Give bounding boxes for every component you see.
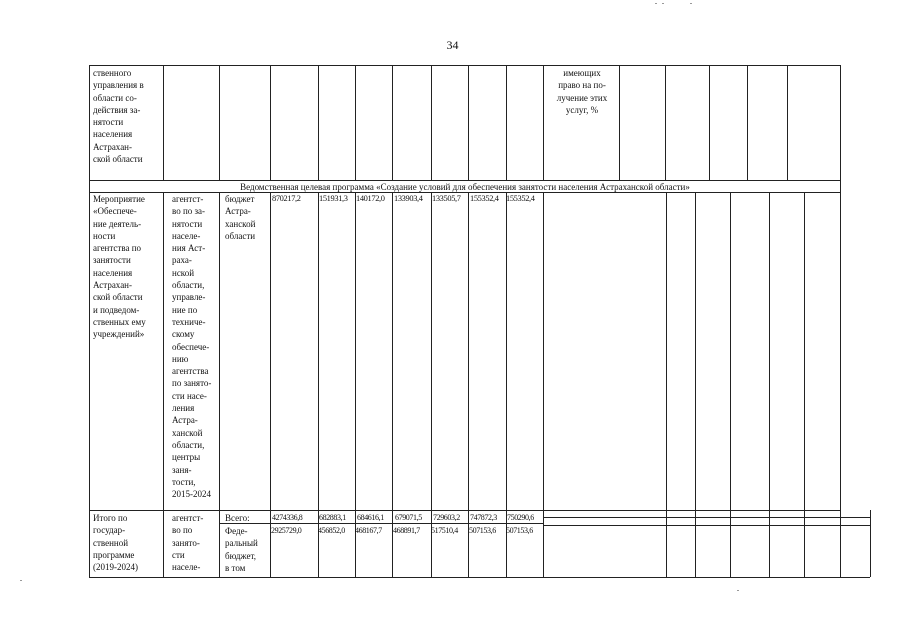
table-rule: [804, 510, 805, 577]
cell-measure-source: бюджет Астра- ханской области: [225, 194, 256, 241]
table-rule: [270, 510, 271, 577]
total-all-value-2022: 729603,2: [433, 513, 460, 522]
table-rule: [163, 510, 164, 577]
table-rule: [666, 510, 667, 577]
table-rule: [506, 65, 507, 180]
table-rule: [769, 192, 770, 510]
table-rule: [840, 510, 841, 577]
table-rule: [355, 65, 356, 180]
measure-value-2023: 155352,4: [470, 194, 499, 203]
table-rule: [543, 192, 544, 510]
total-federal-value-2019: 456852,0: [318, 526, 345, 535]
total-federal-value-2023: 507153,6: [469, 526, 496, 535]
table-rule: [318, 65, 319, 180]
table-rule: [392, 510, 393, 577]
table-rule: [89, 192, 90, 510]
table-rule: [665, 65, 666, 180]
scan-speck: [662, 3, 664, 4]
measure-value-2021: 133903,4: [394, 194, 423, 203]
measure-value-2019: 151931,3: [319, 194, 348, 203]
table-rule: [666, 192, 667, 510]
table-rule: [89, 65, 840, 66]
table-rule: [219, 65, 220, 180]
cell-total-executor: агентст- во по занято- сти населе-: [172, 513, 204, 573]
total-all-value-total: 4274336,8: [272, 513, 303, 522]
cell-total-federal-label: Феде- ральный бюджет, в том: [225, 526, 258, 573]
table-rule: [318, 192, 319, 510]
measure-value-total: 870217,2: [272, 194, 301, 203]
table-rule: [870, 510, 871, 577]
table-rule: [163, 65, 164, 180]
table-rule: [506, 192, 507, 510]
table-rule: [730, 192, 731, 510]
measure-value-2024: 155352,4: [506, 194, 535, 203]
table-rule: [840, 180, 841, 192]
table-rule: [219, 510, 220, 577]
cell-measure-executor: агентст- во по за- нятости населе- ния Аст- раха- нской области, управле- ние по техниче- скому обеспече- нию агентства по занято- сти насе- ления Астра- ханской области, центры заня- тости, 2015-2024: [172, 194, 212, 500]
table-rule: [89, 180, 840, 181]
total-federal-value-2024: 507153,6: [506, 526, 533, 535]
table-rule: [89, 577, 870, 578]
total-all-value-2020: 684616,1: [357, 513, 384, 522]
table-rule: [695, 510, 696, 577]
table-rule: [163, 192, 164, 510]
cell-total-all-label: Всего:: [225, 513, 250, 523]
program-title: Ведомственная целевая программа «Создание условий для обеспечения занятости населения Астраханской области»: [240, 182, 690, 192]
table-rule: [219, 523, 543, 524]
scan-speck: [20, 580, 22, 581]
table-rule: [787, 65, 788, 180]
table-rule: [747, 65, 748, 180]
measure-value-2020: 140172,0: [356, 194, 385, 203]
table-rule: [219, 192, 220, 510]
table-rule: [709, 65, 710, 180]
table-rule: [840, 192, 841, 510]
scan-speck: [690, 3, 692, 4]
total-federal-value-2021: 468891,7: [393, 526, 420, 535]
table-rule: [804, 192, 805, 510]
total-all-value-2024: 750290,6: [507, 513, 534, 522]
table-rule: [468, 510, 469, 577]
table-rule: [468, 65, 469, 180]
total-federal-value-2022: 517510,4: [431, 526, 458, 535]
table-rule: [431, 65, 432, 180]
table-rule: [89, 510, 840, 511]
table-rule: [270, 192, 271, 510]
table-rule: [89, 65, 90, 180]
table-rule: [619, 65, 620, 180]
total-all-value-2021: 679071,5: [395, 513, 422, 522]
table-rule: [355, 192, 356, 510]
page-number: 34: [446, 38, 459, 52]
total-all-value-2023: 747872,3: [470, 513, 497, 522]
cell-management-continuation: ственного управления в области со- действия за- нятости населения Астрахан- ской области: [93, 68, 144, 165]
scan-speck: [655, 3, 657, 4]
table-rule: [730, 510, 731, 577]
total-federal-value-2020: 468167,7: [355, 526, 382, 535]
scan-speck: [737, 590, 739, 591]
table-rule: [392, 192, 393, 510]
table-rule: [270, 65, 271, 180]
table-rule: [431, 510, 432, 577]
table-rule: [392, 65, 393, 180]
table-rule: [468, 192, 469, 510]
cell-measure-name: Мероприятие «Обеспече- ние деятель- ности агентства по занятости населения Астрахан- ской области и подведом- ственных ему учреждений»: [93, 194, 146, 340]
table-rule: [695, 192, 696, 510]
total-all-value-2019: 682883,1: [319, 513, 346, 522]
total-federal-value-total: 2925729,0: [271, 526, 302, 535]
table-rule: [431, 192, 432, 510]
cell-total-name: Итого по государ- ственной программе (2019-2024): [93, 513, 138, 573]
table-rule: [840, 65, 841, 180]
table-rule: [89, 510, 90, 577]
table-rule: [769, 510, 770, 577]
table-rule: [543, 525, 870, 526]
table-rule: [543, 517, 870, 518]
table-rule: [355, 510, 356, 577]
measure-value-2022: 133505,7: [432, 194, 461, 203]
table-rule: [543, 65, 544, 180]
cell-indicator-continuation: имеющих право на по- лучение этих услуг, %: [556, 68, 608, 115]
table-rule: [543, 510, 544, 577]
